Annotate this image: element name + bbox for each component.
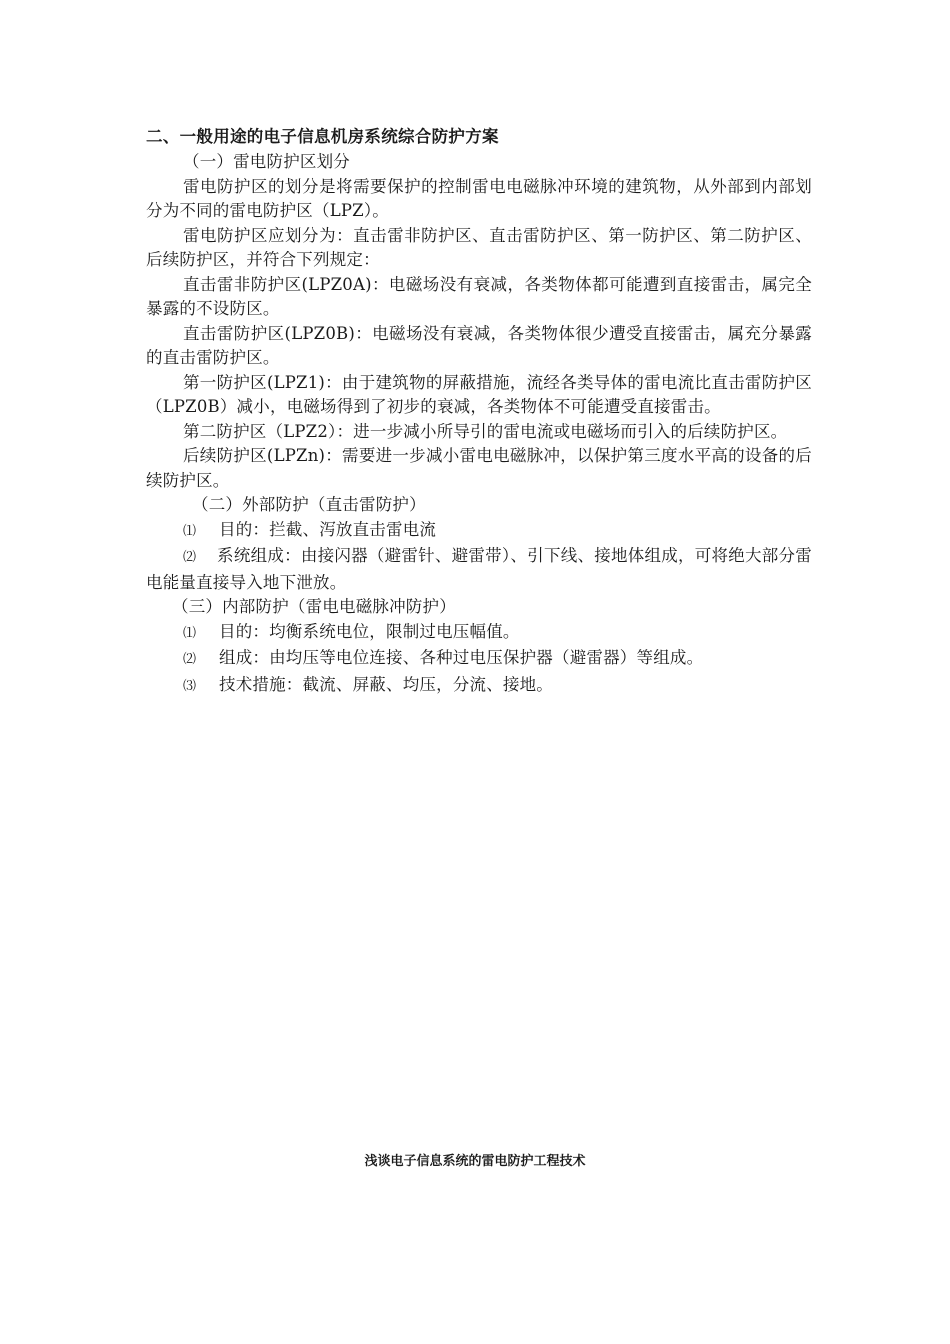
- subsection-2-title: （二）外部防护（直击雷防护）: [192, 495, 426, 514]
- paragraph: 第二防护区（LPZ2）：进一步减小所导引的雷电流或电磁场而引入的后续防护区。: [183, 421, 788, 441]
- list-item: [146, 673, 812, 700]
- list-number: ⑵: [183, 652, 197, 667]
- list-item: [146, 544, 812, 595]
- paragraph: 直击雷非防护区(LPZ0A)：电磁场没有衰减，各类物体都可能遭到直接雷击，属完全暴露的不设防区。: [146, 274, 812, 318]
- list-item-text: 技术措施：截流、屏蔽、均压，分流、接地。: [219, 674, 553, 694]
- list-item: [146, 646, 812, 673]
- list-item-text: 目的：均衡系统电位，限制过电压幅值。: [219, 621, 520, 641]
- list-item: [146, 518, 812, 545]
- list-number: ⑵: [183, 550, 197, 565]
- section-heading: 二、一般用途的电子信息机房系统综合防护方案: [146, 127, 499, 146]
- paragraph: 后续防护区(LPZn)：需要进一步减小雷电电磁脉冲，以保护第三度水平高的设备的后续防护区。: [146, 446, 812, 490]
- paragraph: 雷电防护区应划分为：直击雷非防护区、直击雷防护区、第一防护区、第二防护区、后续防护区，并符合下列规定：: [146, 225, 812, 269]
- list-number: ⑶: [183, 678, 197, 694]
- subsection-3-title: （三）内部防护（雷电电磁脉冲防护）: [172, 597, 456, 616]
- list-number: ⑴: [183, 625, 197, 641]
- page-footer: 浅谈电子信息系统的雷电防护工程技术: [364, 1154, 586, 1169]
- paragraph: 直击雷防护区(LPZ0B)：电磁场没有衰减，各类物体很少遭受直接雷击，属充分暴露的直击雷防护区。: [146, 323, 812, 367]
- document-body: [146, 124, 812, 699]
- list-item: [146, 620, 812, 647]
- list-item-text: 组成：由均压等电位连接、各种过电压保护器（避雷器）等组成。: [219, 648, 704, 667]
- list-number: ⑴: [183, 523, 197, 539]
- paragraph: 雷电防护区的划分是将需要保护的控制雷电电磁脉冲环境的建筑物，从外部到内部划分为不同的雷电防护区（LPZ）。: [146, 176, 812, 220]
- paragraph: 第一防护区(LPZ1)：由于建筑物的屏蔽措施，流经各类导体的雷电流比直击雷防护区（LPZ0B）减小，电磁场得到了初步的衰减，各类物体不可能遭受直接雷击。: [146, 372, 812, 416]
- subsection-1-title: （一）雷电防护区划分: [183, 152, 350, 171]
- list-item-text: 系统组成：由接闪器（避雷针、避雷带）、引下线、接地体组成，可将绝大部分雷电能量直接导入地下泄放。: [146, 546, 812, 592]
- list-item-text: 目的：拦截、泻放直击雷电流: [219, 519, 437, 539]
